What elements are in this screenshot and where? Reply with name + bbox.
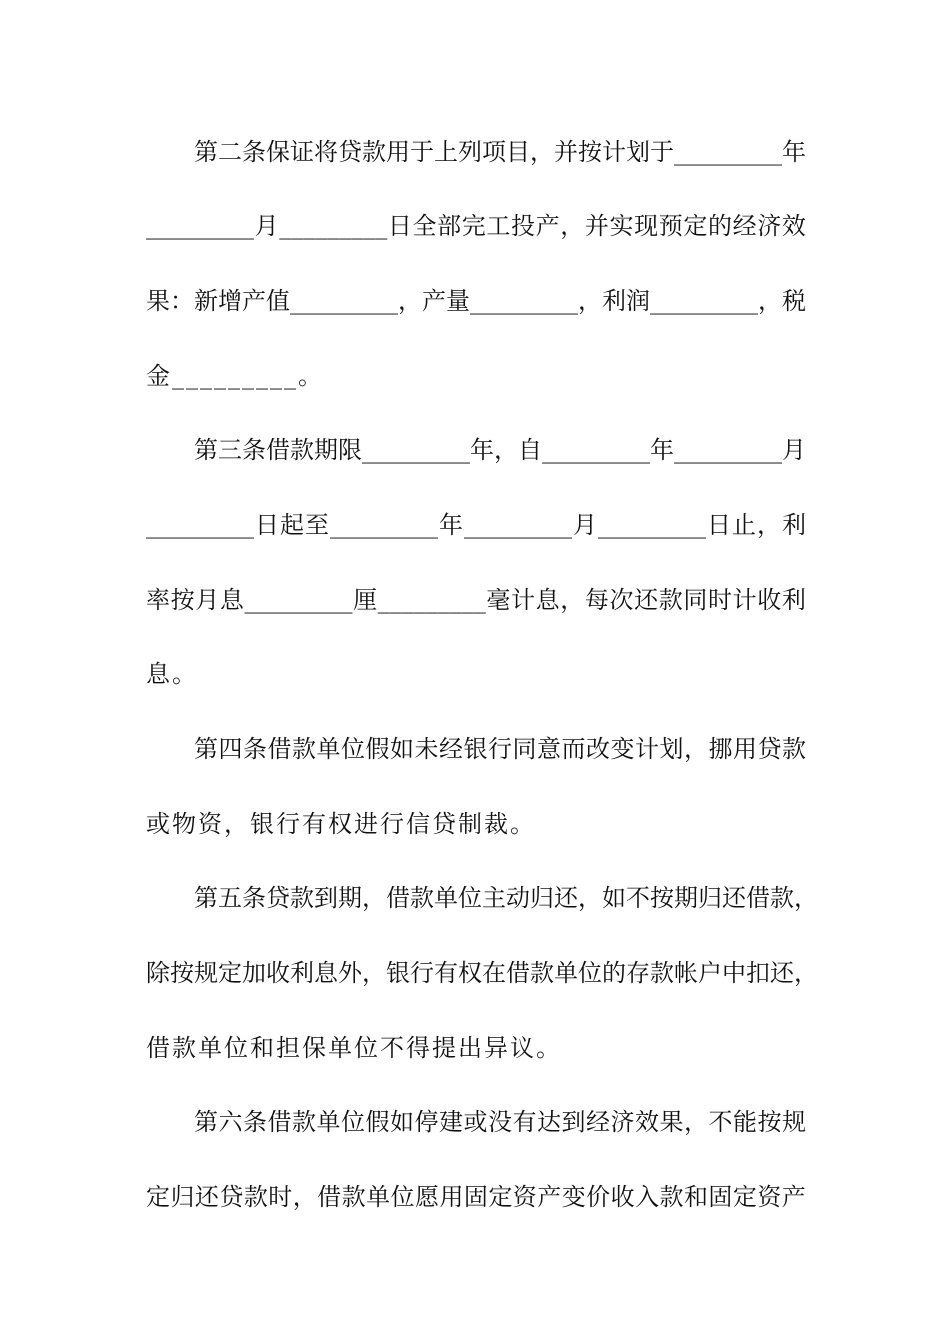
blank-field: _________: [650, 287, 758, 315]
text-char: 款: [290, 436, 314, 464]
text-char: 计: [602, 138, 626, 166]
text-char: ：: [170, 287, 194, 315]
text-char: 规: [782, 1108, 806, 1136]
text-char: 停: [414, 1108, 439, 1136]
text-char: ，: [684, 1108, 708, 1136]
text-char: ，: [758, 287, 782, 315]
text-char: 单: [554, 959, 578, 987]
text-char: 第: [194, 138, 218, 166]
text-char: 二: [218, 138, 242, 166]
text-line-2: [146, 206, 806, 246]
text-char: ，: [757, 511, 781, 539]
text-char: 果: [659, 1108, 684, 1136]
text-char: 能: [733, 1108, 757, 1136]
text-char: 经: [586, 1108, 610, 1136]
text-char: 定: [488, 1183, 513, 1211]
text-char: ，: [794, 884, 818, 912]
text-char: 按: [578, 138, 602, 166]
text-char: 不: [708, 1108, 733, 1136]
text-char: 款: [770, 884, 794, 912]
blank-field: _________: [470, 287, 578, 315]
text-char: 四: [218, 735, 243, 763]
text-char: 银: [386, 959, 410, 987]
text-char: 收: [610, 1183, 635, 1211]
text-char: 期: [338, 884, 362, 912]
text-char: 条: [242, 436, 266, 464]
text-char: 时: [268, 1183, 293, 1211]
text-char: 全: [412, 212, 437, 240]
text-char: 用: [386, 138, 410, 166]
text-char: 润: [626, 287, 650, 315]
text-char: 五: [218, 884, 242, 912]
text-char: 日: [707, 511, 731, 539]
text-char: 年: [782, 138, 806, 166]
text-char: 行: [410, 959, 434, 987]
text-char: 于: [650, 138, 674, 166]
text-line-10: 或物资，银行有权进行信贷制裁。: [146, 810, 536, 838]
text-char: 年: [470, 436, 494, 464]
text-char: 借: [266, 436, 290, 464]
text-char: 效: [781, 212, 806, 240]
text-char: 按: [757, 1108, 782, 1136]
text-char: 外: [338, 959, 362, 987]
blank-field: _________: [244, 586, 353, 614]
text-char: 款: [530, 959, 554, 987]
text-char: 量: [446, 287, 470, 315]
text-char: 款: [782, 735, 806, 763]
text-char: 自: [518, 436, 542, 464]
text-char: 息: [535, 586, 560, 614]
text-char: 存: [626, 959, 650, 987]
blank-field: _________: [290, 287, 398, 315]
blank-field: _________: [464, 511, 572, 539]
text-char: 每: [584, 586, 609, 614]
text-char: 如: [390, 735, 414, 763]
text-char: 假: [365, 1108, 390, 1136]
text-char: ，: [398, 287, 422, 315]
text-char: 同: [683, 586, 708, 614]
text-char: 工: [486, 212, 511, 240]
text-char: 实: [609, 212, 634, 240]
text-line-1: [194, 132, 806, 172]
text-char: 意: [537, 735, 561, 763]
text-char: 按: [170, 959, 194, 987]
text-char: 位: [458, 884, 482, 912]
text-char: 起: [280, 511, 304, 539]
text-char: 第: [194, 884, 218, 912]
text-char: 第: [194, 735, 218, 763]
text-char: 帐: [674, 959, 698, 987]
text-char: 利: [782, 511, 806, 539]
text-char: 主: [482, 884, 506, 912]
text-char: 银: [463, 735, 488, 763]
text-char: ，: [560, 586, 585, 614]
text-char: ，: [494, 436, 518, 464]
text-char: 户: [698, 959, 722, 987]
text-line-11: [194, 878, 818, 918]
text-line-15: [146, 1177, 806, 1217]
text-char: 日: [387, 212, 412, 240]
text-char: 的: [708, 212, 732, 240]
text-char: 划: [626, 138, 650, 166]
text-char: 款: [290, 884, 314, 912]
text-char: 有: [434, 959, 458, 987]
text-char: 用: [733, 735, 757, 763]
text-char: 条: [243, 1108, 267, 1136]
text-char: 还: [770, 959, 794, 987]
text-char: 按: [650, 884, 674, 912]
text-char: 完: [461, 212, 486, 240]
text-char: 六: [218, 1108, 243, 1136]
text-char: 证: [290, 138, 314, 166]
text-char: 款: [292, 1108, 316, 1136]
text-char: 息: [219, 586, 244, 614]
text-char: 第: [194, 436, 218, 464]
text-char: 中: [722, 959, 746, 987]
text-char: 愿: [414, 1183, 439, 1211]
text-char: 利: [781, 586, 806, 614]
blank-field: _________: [146, 511, 254, 539]
blank-field: _________: [674, 436, 782, 464]
text-char: 建: [439, 1108, 463, 1136]
text-char: 位: [578, 959, 602, 987]
text-char: 时: [708, 586, 732, 614]
text-char: 项: [482, 138, 506, 166]
text-char: 部: [437, 212, 462, 240]
text-char: 资: [512, 1183, 537, 1211]
text-char: 济: [610, 1108, 635, 1136]
text-char: 达: [537, 1108, 561, 1136]
text-char: 限: [338, 436, 362, 464]
text-char: 月: [195, 586, 220, 614]
text-line-3: [146, 281, 806, 321]
blank-field: _________: [146, 212, 254, 240]
text-char: 用: [439, 1183, 464, 1211]
text-char: 三: [218, 436, 242, 464]
text-char: 息: [314, 959, 338, 987]
text-line-9: [194, 729, 806, 769]
text-char: 上: [434, 138, 458, 166]
blank-field: _________: [377, 586, 486, 614]
text-char: 同: [512, 735, 537, 763]
blank-field: _________: [542, 436, 650, 464]
text-char: 经: [439, 735, 463, 763]
text-char: 借: [386, 884, 410, 912]
text-char: 计: [511, 586, 535, 614]
text-char: 单: [316, 735, 341, 763]
text-char: 位: [341, 735, 365, 763]
text-char: ，: [362, 884, 386, 912]
text-char: 并: [554, 138, 578, 166]
text-char: 到: [314, 884, 338, 912]
text-char: 假: [365, 735, 390, 763]
text-line-14: [194, 1102, 806, 1142]
text-char: ，: [578, 884, 602, 912]
text-char: 效: [635, 1108, 659, 1136]
text-char: 预: [658, 212, 683, 240]
text-char: ，: [362, 959, 386, 987]
text-char: 税: [782, 287, 806, 315]
text-char: ，: [578, 287, 602, 315]
text-char: 如: [602, 884, 626, 912]
text-char: 款: [658, 586, 683, 614]
text-char: 产: [422, 287, 446, 315]
text-char: 年: [650, 436, 674, 464]
text-char: ，: [684, 735, 708, 763]
text-char: 还: [634, 586, 659, 614]
text-char: 增: [218, 287, 242, 315]
text-char: 归: [530, 884, 554, 912]
text-char: 在: [482, 959, 506, 987]
text-char: 款: [292, 735, 316, 763]
text-line-4: 金_________。: [146, 362, 324, 390]
text-char: 新: [194, 287, 218, 315]
text-char: 定: [683, 212, 708, 240]
text-char: 改: [586, 735, 610, 763]
text-char: 值: [266, 287, 290, 315]
text-char: 条: [242, 138, 266, 166]
text-char: 固: [708, 1183, 733, 1211]
text-char: 收: [757, 586, 782, 614]
text-char: 贷: [266, 884, 290, 912]
text-char: 借: [267, 1108, 292, 1136]
text-char: 借: [506, 959, 530, 987]
text-char: 的: [602, 959, 626, 987]
text-char: 定: [146, 1183, 170, 1211]
text-char: ，: [560, 212, 585, 240]
text-line-13: 借款单位和担保单位不得提出异议。: [146, 1034, 562, 1062]
text-char: 权: [458, 959, 482, 987]
text-char: 条: [242, 884, 266, 912]
text-char: 月: [254, 212, 279, 240]
blank-field: _________: [674, 138, 782, 166]
text-char: 厘: [353, 586, 378, 614]
text-char: 位: [341, 1108, 365, 1136]
text-char: 未: [414, 735, 439, 763]
text-char: 济: [757, 212, 782, 240]
text-char: 款: [410, 884, 434, 912]
text-char: 归: [170, 1183, 195, 1211]
text-char: 率: [146, 586, 170, 614]
text-char: ，: [530, 138, 554, 166]
text-char: 动: [506, 884, 530, 912]
text-char: 定: [218, 959, 242, 987]
text-char: 款: [341, 1183, 366, 1211]
text-char: 止: [732, 511, 756, 539]
text-line-12: [146, 953, 818, 993]
text-line-6: [146, 505, 806, 545]
text-char: 列: [458, 138, 482, 166]
text-char: 变: [561, 1183, 586, 1211]
text-char: 行: [488, 735, 512, 763]
text-line-5: [194, 430, 806, 470]
text-char: 利: [290, 959, 314, 987]
text-char: 单: [316, 1108, 341, 1136]
text-char: 投: [511, 212, 535, 240]
text-char: ，: [292, 1183, 317, 1211]
text-char: 规: [194, 959, 218, 987]
text-char: 收: [266, 959, 290, 987]
blank-field: _________: [598, 511, 706, 539]
text-char: 划: [659, 735, 684, 763]
text-line-7: [146, 580, 806, 620]
text-char: 单: [366, 1183, 391, 1211]
text-char: 产: [537, 1183, 562, 1211]
text-char: 年: [439, 511, 463, 539]
text-char: 日: [255, 511, 279, 539]
text-char: 贷: [219, 1183, 244, 1211]
text-char: 利: [602, 287, 626, 315]
text-char: 计: [635, 735, 659, 763]
text-char: 变: [610, 735, 635, 763]
text-char: 将: [314, 138, 338, 166]
text-char: 定: [732, 1183, 757, 1211]
text-char: 月: [782, 436, 806, 464]
text-char: 毫: [486, 586, 511, 614]
text-char: 产: [242, 287, 266, 315]
text-char: 借: [267, 735, 292, 763]
text-char: 而: [561, 735, 586, 763]
text-char: 至: [305, 511, 329, 539]
text-char: 如: [390, 1108, 414, 1136]
text-char: 加: [242, 959, 266, 987]
text-char: 次: [609, 586, 634, 614]
text-char: 没: [488, 1108, 512, 1136]
text-char: 产: [781, 1183, 806, 1211]
text-char: 产: [535, 212, 560, 240]
text-char: 除: [146, 959, 170, 987]
text-char: 有: [512, 1108, 537, 1136]
text-char: 期: [314, 436, 338, 464]
text-char: 还: [722, 884, 746, 912]
text-char: 和: [683, 1183, 708, 1211]
text-char: 目: [506, 138, 530, 166]
text-char: 还: [554, 884, 578, 912]
text-char: 保: [266, 138, 290, 166]
text-char: 位: [390, 1183, 415, 1211]
text-char: 计: [732, 586, 757, 614]
text-char: 现: [634, 212, 659, 240]
text-char: 固: [463, 1183, 488, 1211]
text-char: 贷: [757, 735, 782, 763]
text-char: 款: [243, 1183, 268, 1211]
text-char: 第: [194, 1108, 218, 1136]
text-char: 果: [146, 287, 170, 315]
text-char: 款: [659, 1183, 684, 1211]
text-char: 或: [463, 1108, 488, 1136]
text-char: 月: [573, 511, 597, 539]
text-char: 归: [698, 884, 722, 912]
text-char: 到: [561, 1108, 586, 1136]
text-char: 入: [635, 1183, 660, 1211]
text-char: 借: [317, 1183, 342, 1211]
text-char: 条: [243, 735, 267, 763]
blank-field: _________: [362, 436, 470, 464]
text-char: 款: [650, 959, 674, 987]
text-char: 并: [584, 212, 609, 240]
text-char: 单: [434, 884, 458, 912]
text-char: 于: [410, 138, 434, 166]
text-char: ，: [794, 959, 818, 987]
blank-field: _________: [330, 511, 438, 539]
text-line-8: 息。: [146, 660, 198, 688]
text-char: 还: [194, 1183, 219, 1211]
text-char: 经: [732, 212, 757, 240]
text-char: 资: [757, 1183, 782, 1211]
text-char: 价: [586, 1183, 611, 1211]
text-char: 挪: [708, 735, 733, 763]
text-char: 借: [746, 884, 770, 912]
blank-field: _________: [279, 212, 388, 240]
text-char: 扣: [746, 959, 770, 987]
text-char: 款: [362, 138, 386, 166]
text-char: 按: [170, 586, 195, 614]
text-char: 不: [626, 884, 650, 912]
text-char: 期: [674, 884, 698, 912]
text-char: 贷: [338, 138, 362, 166]
